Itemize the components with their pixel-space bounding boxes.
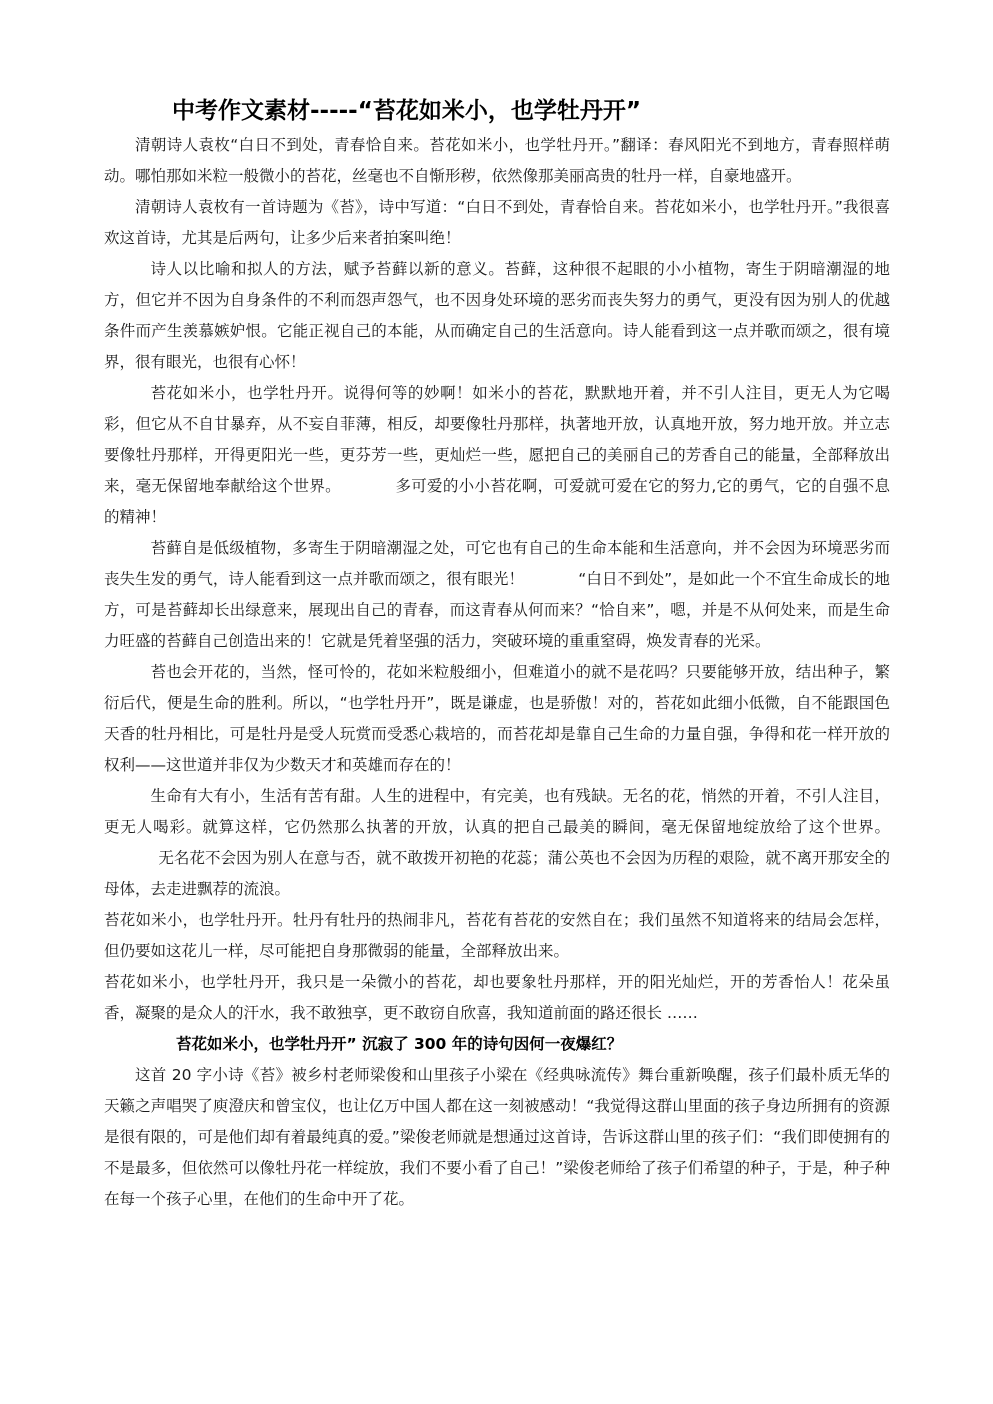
paragraph-5-tail: “白日不到处”，是如此一个不宜生命成长的地方，可是苔藓却长出绿意来，展现出自己的青春，而这青春从何而来？“恰自来”，嗯，并是不从何处来，而是生命力旺盛的苔藓自己创造出来的！它就是凭着坚强的活力，突破环境的重重窒碍，焕发青春的光采。: [104, 570, 890, 650]
paragraph-1: 清朝诗人袁枚“白日不到处，青春恰自来。苔花如米小，也学牡丹开。”翻译：春风阳光不到地方，青春照样萌动。哪怕那如米粒一般微小的苔花，丝毫也不自惭形秽，依然像那美丽高贵的牡丹一样，自豪地盛开。: [104, 136, 890, 185]
paragraph-9: 苔花如米小，也学牡丹开，我只是一朵微小的苔花，却也要象牡丹那样，开的阳光灿烂，开的芳香怡人！花朵虽香，凝聚的是众人的汗水，我不敢独享，更不敢窃自欣喜，我知道前面的路还很长 ……: [104, 973, 890, 1022]
paragraph-4: [104, 378, 890, 533]
document-body: [104, 94, 890, 1215]
paragraph-5-text: 苔藓自是低级植物，多寄生于阴暗潮湿之处，可它也有自己的生命本能和生活意向，并不会因为环境恶劣而丧失生发的勇气，诗人能看到这一点并歌而颂之，很有眼光！: [104, 539, 890, 588]
paragraph-10: 这首 20 字小诗《苔》被乡村老师梁俊和山里孩子小梁在《经典咏流传》舞台重新唤醒，孩子们最朴质无华的天籁之声唱哭了庾澄庆和曾宝仪，也让亿万中国人都在这一刻被感动！“我觉得这群山里面的孩子身边所拥有的资源是很有限的，可是他们却有着最纯真的爱。”梁俊老师就是想通过这首诗，告诉这群山里的孩子们：“我们即使拥有的不是最多，但依然可以像牡丹花一样绽放，我们不要小看了自己！”梁俊老师给了孩子们希望的种子，于是，种子种在每一个孩子心里，在他们的生命中开了花。: [104, 1066, 890, 1208]
paragraph-5: [104, 533, 890, 657]
paragraph-2: 清朝诗人袁枚有一首诗题为《苔》，诗中写道：“白日不到处，青春恰自来。苔花如米小，也学牡丹开。”我很喜欢这首诗，尤其是后两句，让多少后来者拍案叫绝！: [104, 198, 890, 247]
paragraph-4-tail: 多可爱的小小苔花啊，可爱就可爱在它的努力,它的勇气，它的自强不息的精神！: [104, 477, 890, 526]
paragraph-7-text: 生命有大有小，生活有苦有甜。人生的进程中，有完美，也有残缺。无名的花，悄然的开着，不引人注目，更无人喝彩。就算这样，它仍然那么执著的开放，认真的把自己最美的瞬间，毫无保留地绽放给了这个世界。: [104, 787, 890, 836]
page-title: 中考作文素材-----“苔花如米小，也学牡丹开”: [172, 98, 641, 124]
section-subheading: 苔花如米小，也学牡丹开” 沉寂了 300 年的诗句因何一夜爆红？: [176, 1035, 623, 1053]
paragraph-3: 诗人以比喻和拟人的方法，赋予苔藓以新的意义。苔藓，这种很不起眼的小小植物，寄生于阴暗潮湿的地方，但它并不因为自身条件的不利而怨声怨气，也不因身处环境的恶劣而丧失努力的勇气，更没有因为别人的优越条件而产生羡慕嫉妒恨。它能正视自己的本能，从而确定自己的生活意向。诗人能看到这一点并歌而颂之，很有境界，很有眼光，也很有心怀！: [104, 260, 890, 371]
paragraph-7-tail: 无名花不会因为别人在意与否，就不敢拨开初艳的花蕊；蒲公英也不会因为历程的艰险，就不离开那安全的母体，去走进飘荐的流浪。: [104, 849, 890, 898]
paragraph-8: 苔花如米小，也学牡丹开。牡丹有牡丹的热闹非凡，苔花有苔花的安然自在；我们虽然不知道将来的结局会怎样，但仍要如这花儿一样，尽可能把自身那微弱的能量，全部释放出来。: [104, 911, 890, 960]
paragraph-4-text: 苔花如米小，也学牡丹开。说得何等的妙啊！如米小的苔花，默默地开着，并不引人注目，更无人为它喝彩，但它从不自甘暴弃，从不妄自菲薄，相反，却要像牡丹那样，执著地开放，认真地开放，努力地开放。并立志要像牡丹那样，开得更阳光一些，更芬芳一些，更灿烂一些，愿把自己的美丽自己的芳香自己的能量，全部释放出来，毫无保留地奉献给这个世界。: [104, 384, 890, 495]
paragraph-7: [104, 781, 890, 905]
paragraph-6: 苔也会开花的，当然，怪可怜的，花如米粒般细小，但难道小的就不是花吗？只要能够开放，结出种子，繁衍后代，便是生命的胜利。所以，“也学牡丹开”，既是谦虚，也是骄傲！对的，苔花如此细小低微，自不能跟国色天香的牡丹相比，可是牡丹是受人玩赏而受悉心栽培的，而苔花却是靠自己生命的力量自强，争得和花一样开放的权利——这世道并非仅为少数天才和英雄而存在的！: [104, 663, 890, 774]
